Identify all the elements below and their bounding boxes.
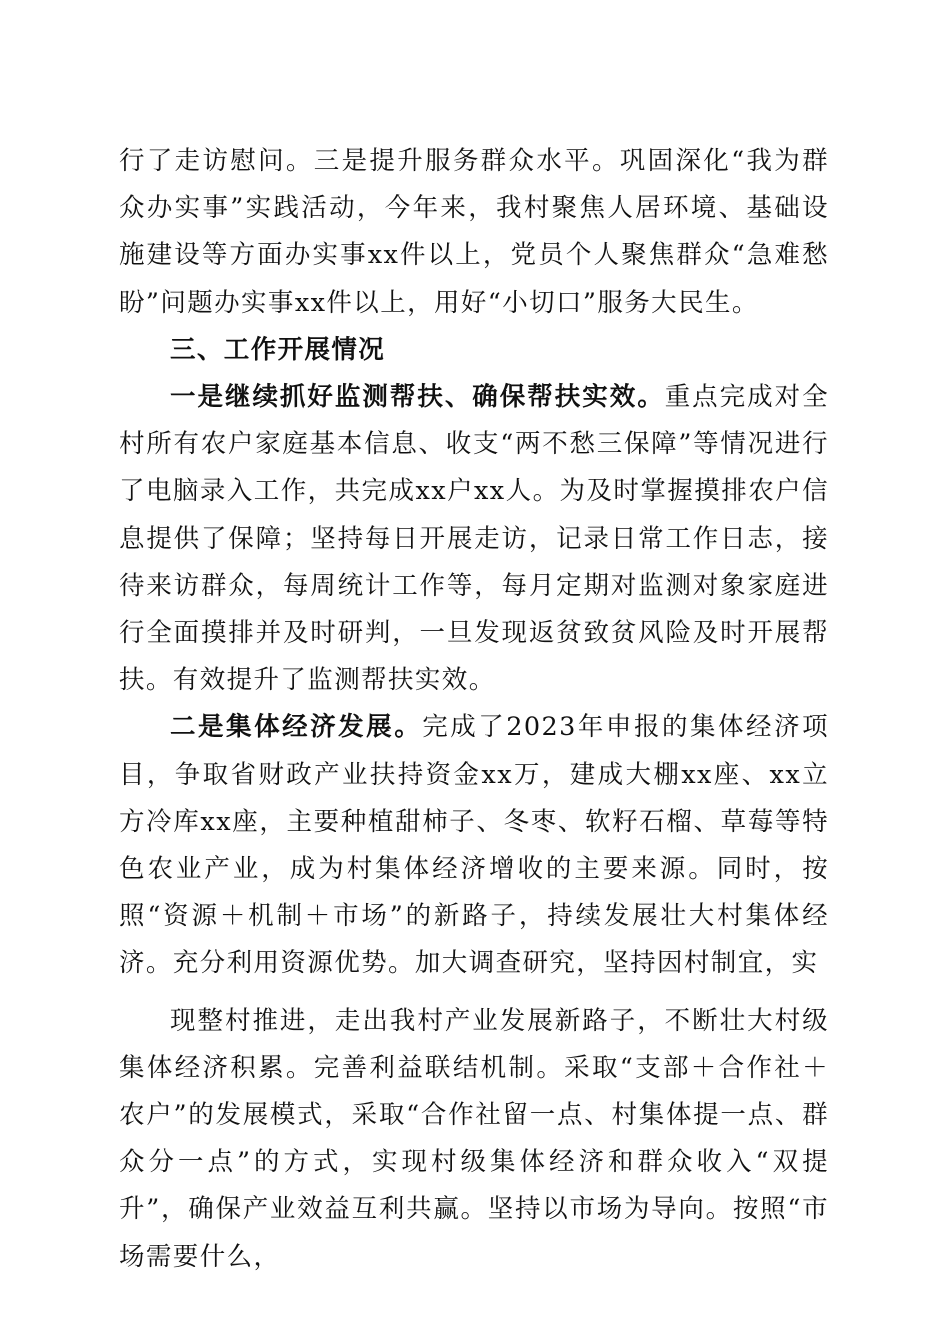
paragraph-3 (119, 704, 829, 987)
paragraph-3-body: 完成了2023年申报的集体经济项目，争取省财政产业扶持资金xx万，建成大棚xx座、xx立方冷库xx座，主要种植甜柿子、冬枣、软籽石榴、草莓等特色农业产业，成为村集体经济增收的主要来源。同时，按照“资源＋机制＋市场”的新路子，持续发展壮大村集体经济。充分利用资源优势。加大调查研究，坚持因村制宜，实 (119, 712, 829, 979)
paragraph-gap (119, 988, 829, 998)
section-heading: 三、工作开展情况 (170, 334, 386, 365)
paragraph-2-lead: 一是继续抓好监测帮扶、确保帮扶实效。 (170, 382, 665, 413)
paragraph-2-body: 重点完成对全村所有农户家庭基本信息、收支“两不愁三保障”等情况进行了电脑录入工作，共完成xx户xx人。为及时掌握摸排农户信息提供了保障；坚持每日开展走访，记录日常工作日志，接待来访群众，每周统计工作等，每月定期对监测对象家庭进行全面摸排并及时研判，一旦发现返贫致贫风险及时开展帮扶。有效提升了监测帮扶实效。 (119, 382, 829, 696)
paragraph-3-lead: 二是集体经济发展。 (170, 712, 423, 743)
paragraph-4: 现整村推进，走出我村产业发展新路子，不断壮大村级集体经济积累。完善利益联结机制。采取“支部＋合作社＋农户”的发展模式，采取“合作社留一点、村集体提一点、群众分一点”的方式，实现村级集体经济和群众收入“双提升”，确保产业效益互利共赢。坚持以市场为导向。按照“市场需要什么， (119, 1005, 829, 1272)
paragraph-2 (119, 374, 829, 704)
document-body (119, 138, 829, 1281)
paragraph-1: 行了走访慰问。三是提升服务群众水平。巩固深化“我为群众办实事”实践活动，今年来，我村聚焦人居环境、基础设施建设等方面办实事xx件以上，党员个人聚焦群众“急难愁盼”问题办实事xx件以上，用好“小切口”服务大民生。 (119, 146, 829, 318)
